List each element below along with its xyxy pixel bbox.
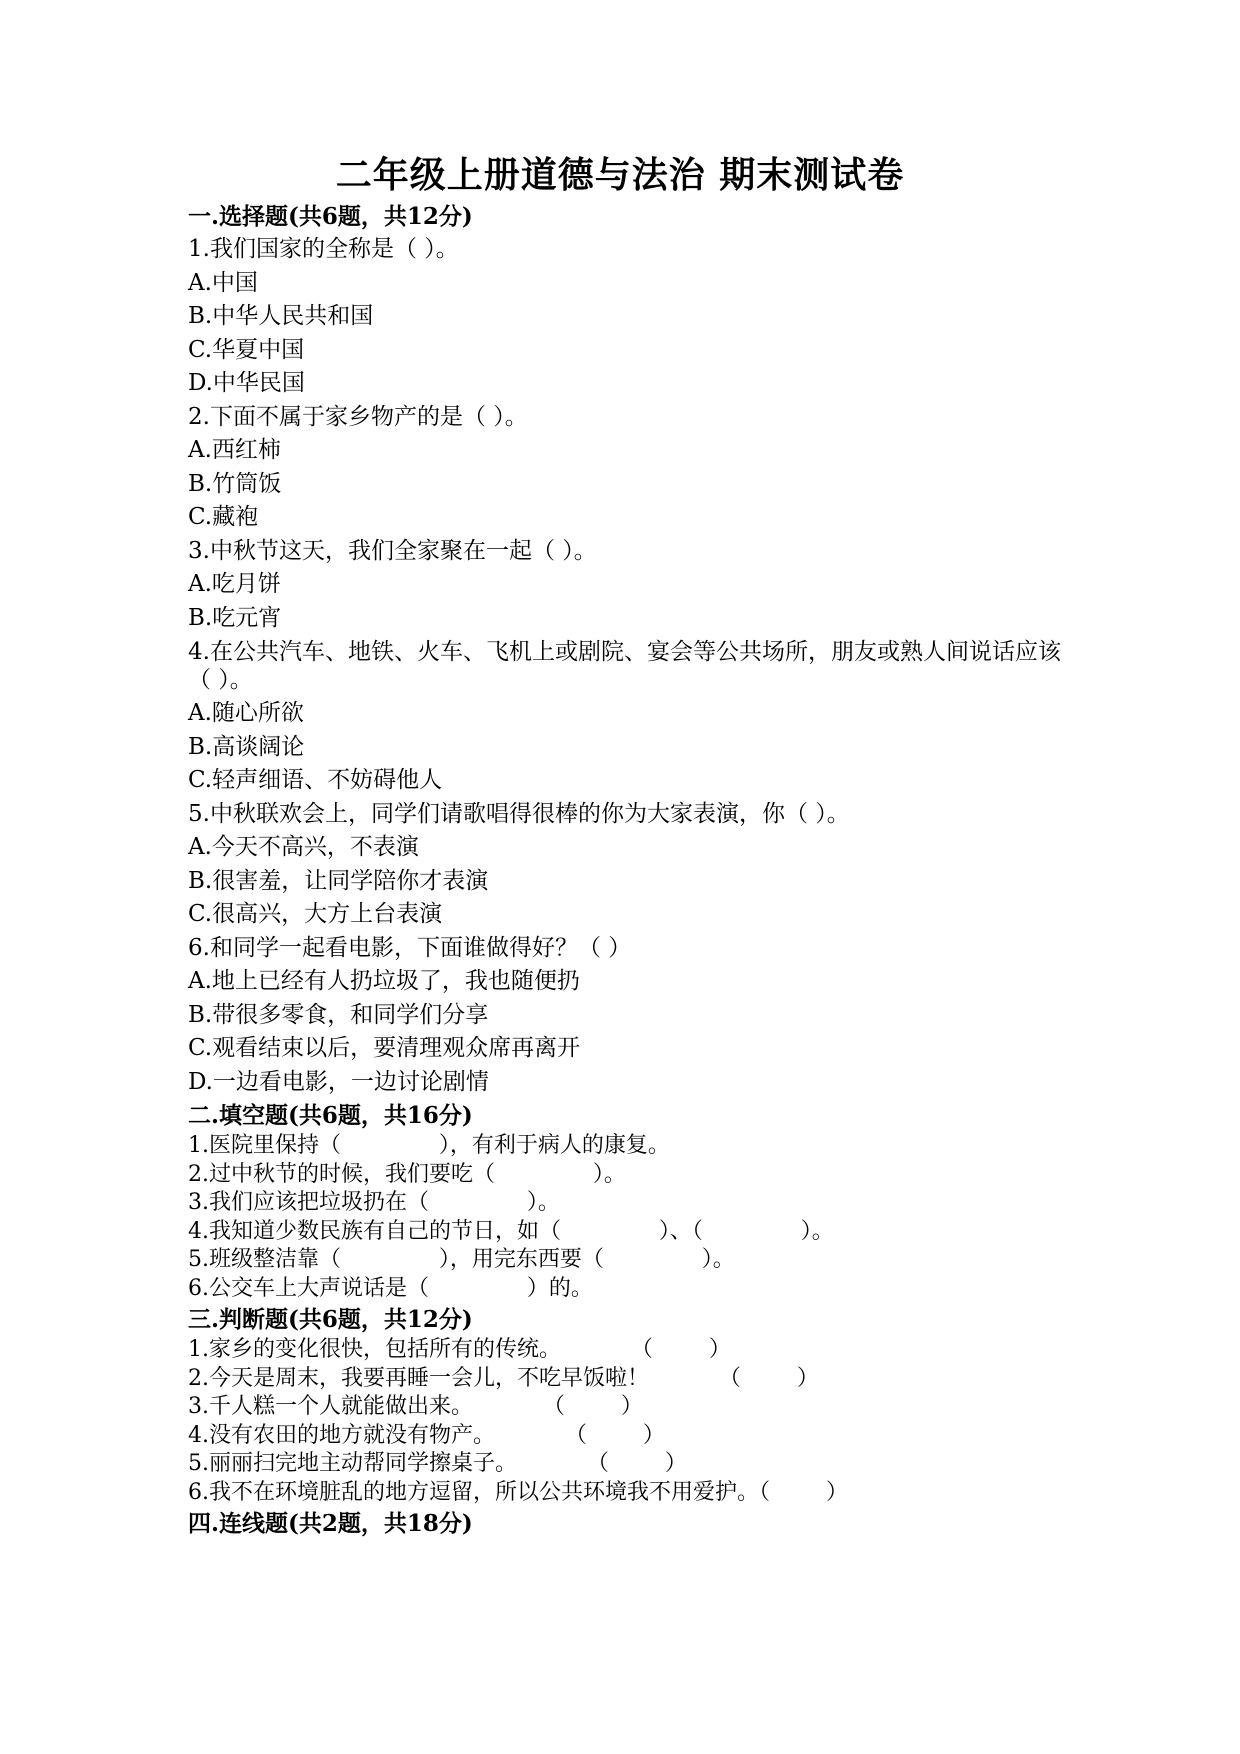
question-option: C.轻声细语、不妨碍他人 <box>188 767 443 793</box>
judge-item: 6.我不在环境脏乱的地方逗留，所以公共环境我不用爱护。（ ） <box>188 1479 848 1505</box>
fill-item: 3.我们应该把垃圾扔在（ ）。 <box>188 1190 560 1215</box>
question-option: C.观看结束以后，要清理观众席再离开 <box>188 1035 581 1061</box>
question-6 <box>188 932 1068 1100</box>
section-heading-fill: 二.填空题(共6题，共16分) <box>188 1102 473 1129</box>
question-option: B.高谈阔论 <box>188 733 305 760</box>
fill-item: 4.我知道少数民族有自己的节日，如（ ）、（ ）。 <box>188 1218 834 1244</box>
question-option: A.中国 <box>188 269 258 296</box>
question-option: B.竹筒饭 <box>188 470 282 497</box>
question-option: B.中华人民共和国 <box>188 303 374 329</box>
question-option: D.中华民国 <box>188 370 305 396</box>
page-title: 二年级上册道德与法治 期末测试卷 <box>335 154 905 196</box>
question-stem: 2.下面不属于家乡物产的是（ ）。 <box>188 403 528 430</box>
section-heading-judge: 三.判断题(共6题，共12分) <box>188 1306 473 1333</box>
judge-item: 1.家乡的变化很快，包括所有的传统。 （ ） <box>188 1337 731 1362</box>
question-stem: 4.在公共汽车、地铁、火车、飞机上或剧院、宴会等公共场所，朋友或熟人间说话应该（ ）。 <box>188 639 1061 693</box>
question-option: A.西红柿 <box>188 437 281 463</box>
exam-content <box>188 200 1068 1540</box>
judge-item: 3.千人糕一个人就能做出来。 （ ） <box>188 1394 643 1419</box>
question-stem: 5.中秋联欢会上，同学们请歌唱得很棒的你为大家表演，你（ ）。 <box>188 800 850 827</box>
question-option: B.吃元宵 <box>188 604 282 631</box>
question-stem: 3.中秋节这天，我们全家聚在一起（ ）。 <box>188 537 597 564</box>
question-option: A.吃月饼 <box>188 571 281 597</box>
question-option: A.今天不高兴，不表演 <box>188 834 419 860</box>
fill-item: 6.公交车上大声说话是（ ）的。 <box>188 1275 593 1301</box>
question-2 <box>188 401 1068 535</box>
question-stem: 1.我们国家的全称是（ ）。 <box>188 236 459 262</box>
question-5 <box>188 798 1068 932</box>
fill-item: 5.班级整洁靠（ ），用完东西要（ ）。 <box>188 1247 735 1272</box>
question-option: C.华夏中国 <box>188 336 305 363</box>
question-stem: 6.和同学一起看电影，下面谁做得好？（ ） <box>188 934 632 961</box>
question-4 <box>188 635 1068 798</box>
question-3 <box>188 535 1068 636</box>
judge-item: 4.没有农田的地方就没有物产。 （ ） <box>188 1422 665 1448</box>
fill-item: 2.过中秋节的时候，我们要吃（ ）。 <box>188 1161 626 1187</box>
question-option: A.随心所欲 <box>188 700 304 726</box>
question-1 <box>188 233 1068 401</box>
judge-item: 2.今天是周末，我要再睡一会儿，不吃早饭啦！ （ ） <box>188 1365 819 1391</box>
question-option: B.很害羞，让同学陪你才表演 <box>188 867 489 894</box>
section-heading-matching: 四.连线题(共2题，共18分) <box>188 1510 473 1537</box>
question-option: B.带很多零食，和同学们分享 <box>188 1001 489 1028</box>
question-option: A.地上已经有人扔垃圾了，我也随便扔 <box>188 968 580 994</box>
judge-item: 5.丽丽扫完地主动帮同学擦桌子。 （ ） <box>188 1451 687 1476</box>
question-option: C.藏袍 <box>188 504 259 530</box>
fill-item: 1.医院里保持（ ），有利于病人的康复。 <box>188 1133 670 1158</box>
question-option: D.一边看电影，一边讨论剧情 <box>188 1068 489 1095</box>
question-option: C.很高兴，大方上台表演 <box>188 901 443 927</box>
section-heading-choice: 一.选择题(共6题，共12分) <box>188 203 473 230</box>
